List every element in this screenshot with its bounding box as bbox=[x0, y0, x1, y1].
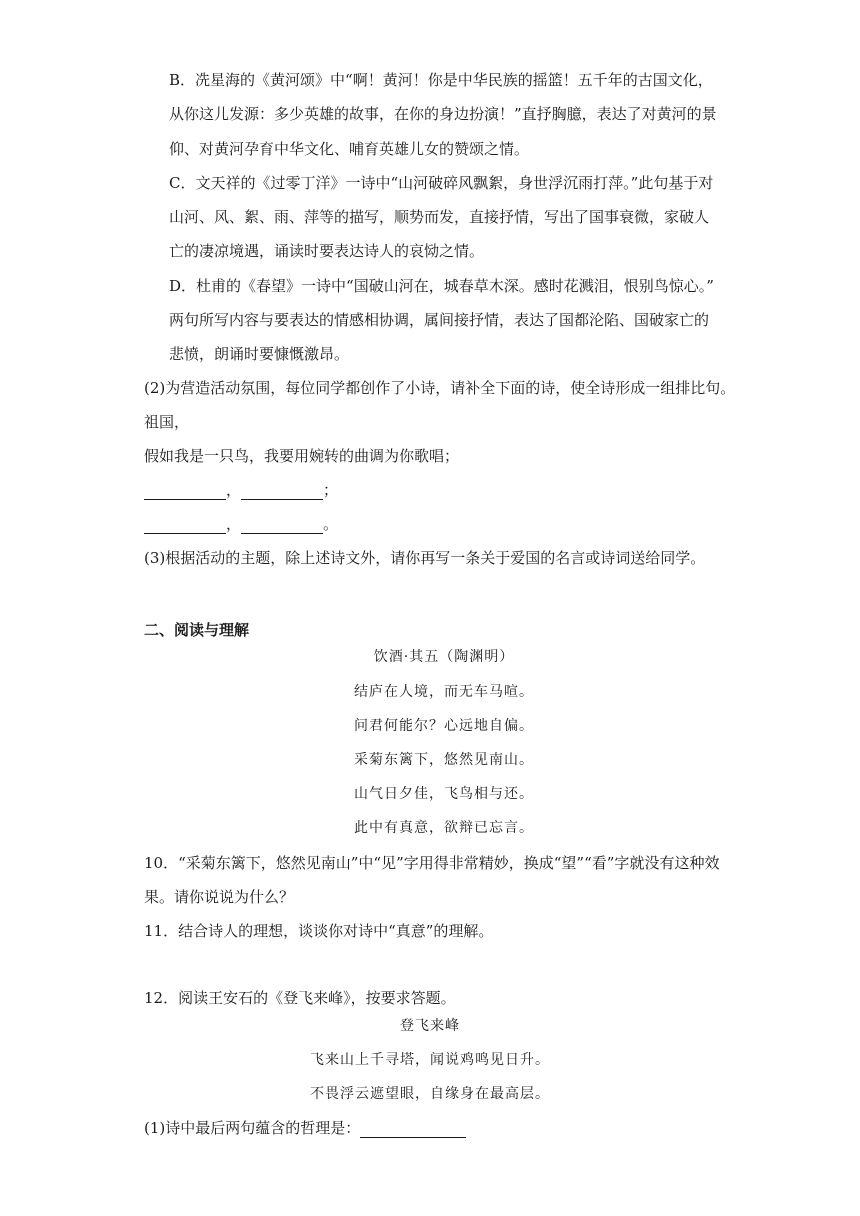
poem1-title: 饮酒·其五（陶渊明） bbox=[373, 649, 515, 665]
q10-line-1: 10．“采菊东篱下，悠然见南山”中“见”字用得非常精妙，换成“望”“看”字就没有这种效 bbox=[144, 854, 720, 872]
poem1-line-2: 问君何能尔？心远地自偏。 bbox=[354, 718, 534, 734]
q2-prompt: (2)为营造活动氛围，每位同学都创作了小诗，请补全下面的诗，使全诗形成一组排比句。 bbox=[144, 379, 736, 397]
option-c-line-1: C．文天祥的《过零丁洋》一诗中“山河破碎风飘絮，身世浮沉雨打萍。”此句基于对 bbox=[169, 174, 714, 192]
q12-1-row bbox=[144, 1118, 466, 1138]
option-b-line-2: 从你这儿发源：多少英雄的故事，在你的身边扮演！”直抒胸臆，表达了对黄河的景 bbox=[169, 105, 717, 123]
answer-blank[interactable] bbox=[144, 483, 226, 500]
option-c-line-3: 亡的凄凉境遇，诵读时要表达诗人的哀恸之情。 bbox=[169, 242, 485, 260]
q11-text: 11．结合诗人的理想，谈谈你对诗中“真意”的理解。 bbox=[144, 922, 494, 940]
q12-text: 12．阅读王安石的《登飞来峰》，按要求答题。 bbox=[144, 989, 456, 1007]
q10-line-2: 果。请你说说为什么？ bbox=[144, 888, 295, 906]
option-b-line-3: 仰、对黄河孕育中华文化、哺育英雄儿女的赞颂之情。 bbox=[169, 140, 530, 158]
poem1-line-3: 采菊东篱下，悠然见南山。 bbox=[354, 752, 534, 768]
poem1-line-5: 此中有真意，欲辩已忘言。 bbox=[354, 820, 534, 836]
answer-blank[interactable] bbox=[241, 483, 323, 500]
option-d-line-3: 悲愤，朗诵时要慷慨激昂。 bbox=[169, 345, 350, 363]
poem2-line-1: 飞来山上千寻塔，闻说鸡鸣见日升。 bbox=[310, 1052, 550, 1068]
poem2-line-2: 不畏浮云遮望眼，自缘身在最高层。 bbox=[310, 1086, 550, 1102]
q2-blank-row-2: ， 。 bbox=[144, 514, 338, 534]
option-c-line-2: 山河、风、絮、雨、萍等的描写，顺势而发，直接抒情，写出了国事衰微，家破人 bbox=[169, 208, 710, 226]
q2-poem-line-2: 假如我是一只鸟，我要用婉转的曲调为你歌唱； bbox=[144, 447, 460, 465]
section-heading: 二、阅读与理解 bbox=[144, 621, 250, 639]
answer-blank[interactable] bbox=[144, 517, 226, 534]
q3-prompt: (3)根据活动的主题，除上述诗文外，请你再写一条关于爱国的名言或诗词送给同学。 bbox=[144, 549, 706, 567]
poem1-line-4: 山气日夕佳，飞鸟相与还。 bbox=[354, 786, 534, 802]
answer-blank[interactable] bbox=[241, 517, 323, 534]
answer-blank[interactable] bbox=[360, 1121, 466, 1138]
poem1-line-1: 结庐在人境，而无车马喧。 bbox=[354, 684, 534, 700]
option-d-line-2: 两句所写内容与要表达的情感相协调，属间接抒情，表达了国都沦陷、国破家亡的 bbox=[169, 311, 710, 329]
option-b-line-1: B．冼星海的《黄河颂》中“啊！黄河！你是中华民族的摇篮！五千年的古国文化， bbox=[169, 71, 713, 89]
q2-blank-row-1: ， ； bbox=[144, 480, 338, 500]
poem2-title: 登飞来峰 bbox=[400, 1018, 460, 1034]
q12-1-prompt: (1)诗中最后两句蕴含的哲理是： bbox=[144, 1119, 361, 1137]
q2-poem-line-1: 祖国， bbox=[144, 413, 190, 431]
option-d-line-1: D．杜甫的《春望》一诗中“国破山河在，城春草木深。感时花溅泪，恨别鸟惊心。” bbox=[169, 277, 714, 295]
